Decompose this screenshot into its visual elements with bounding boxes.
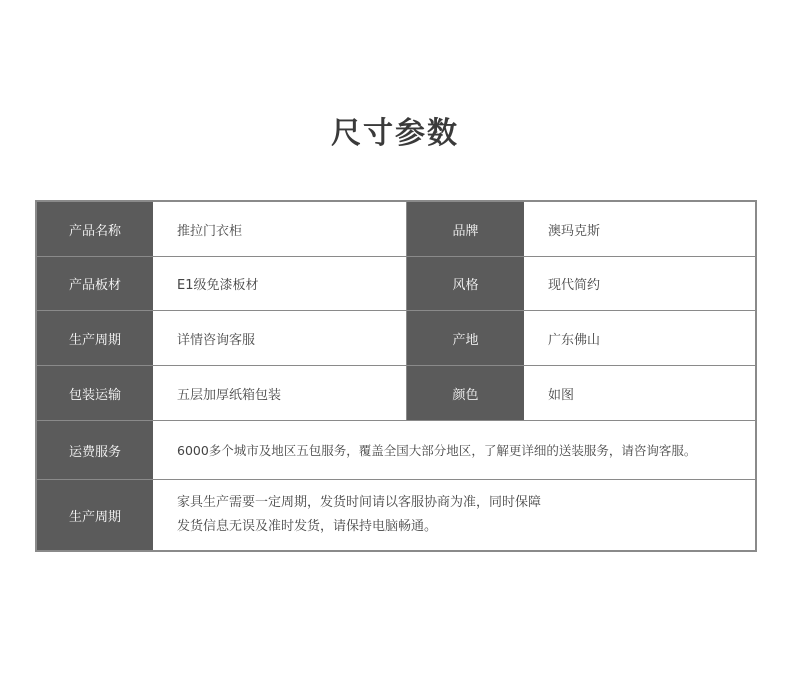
label-style: 风格	[407, 257, 524, 310]
label-origin: 产地	[407, 311, 524, 365]
spec-table	[35, 200, 757, 552]
label-shipping: 运费服务	[37, 421, 153, 479]
value-style: 现代简约	[524, 257, 755, 310]
table-row	[37, 366, 755, 421]
label-color: 颜色	[407, 366, 524, 420]
table-row	[37, 257, 755, 311]
table-row	[37, 421, 755, 480]
table-row	[37, 480, 755, 550]
value-material: E1级免漆板材	[153, 257, 407, 310]
table-row	[37, 202, 755, 257]
table-row	[37, 311, 755, 366]
value-production-notes	[153, 480, 755, 550]
value-shipping: 6000多个城市及地区五包服务，覆盖全国大部分地区，了解更详细的送装服务，请咨询客服。	[153, 421, 755, 479]
production-note-line-2: 发货信息无误及准时发货，请保持电脑畅通。	[177, 519, 438, 534]
production-note-line-1: 家具生产需要一定周期，发货时间请以客服协商为准，同时保障	[177, 495, 542, 510]
value-production-cycle: 详情咨询客服	[153, 311, 407, 365]
value-origin: 广东佛山	[524, 311, 755, 365]
label-product-name: 产品名称	[37, 202, 153, 256]
value-product-name: 推拉门衣柜	[153, 202, 407, 256]
page-title: 尺寸参数	[331, 116, 459, 151]
label-material: 产品板材	[37, 257, 153, 310]
label-production-cycle: 生产周期	[37, 311, 153, 365]
value-packaging: 五层加厚纸箱包装	[153, 366, 407, 420]
label-production-notes: 生产周期	[37, 480, 153, 550]
label-packaging: 包装运输	[37, 366, 153, 420]
value-color: 如图	[524, 366, 755, 420]
label-brand: 品牌	[407, 202, 524, 256]
value-brand: 澳玛克斯	[524, 202, 755, 256]
